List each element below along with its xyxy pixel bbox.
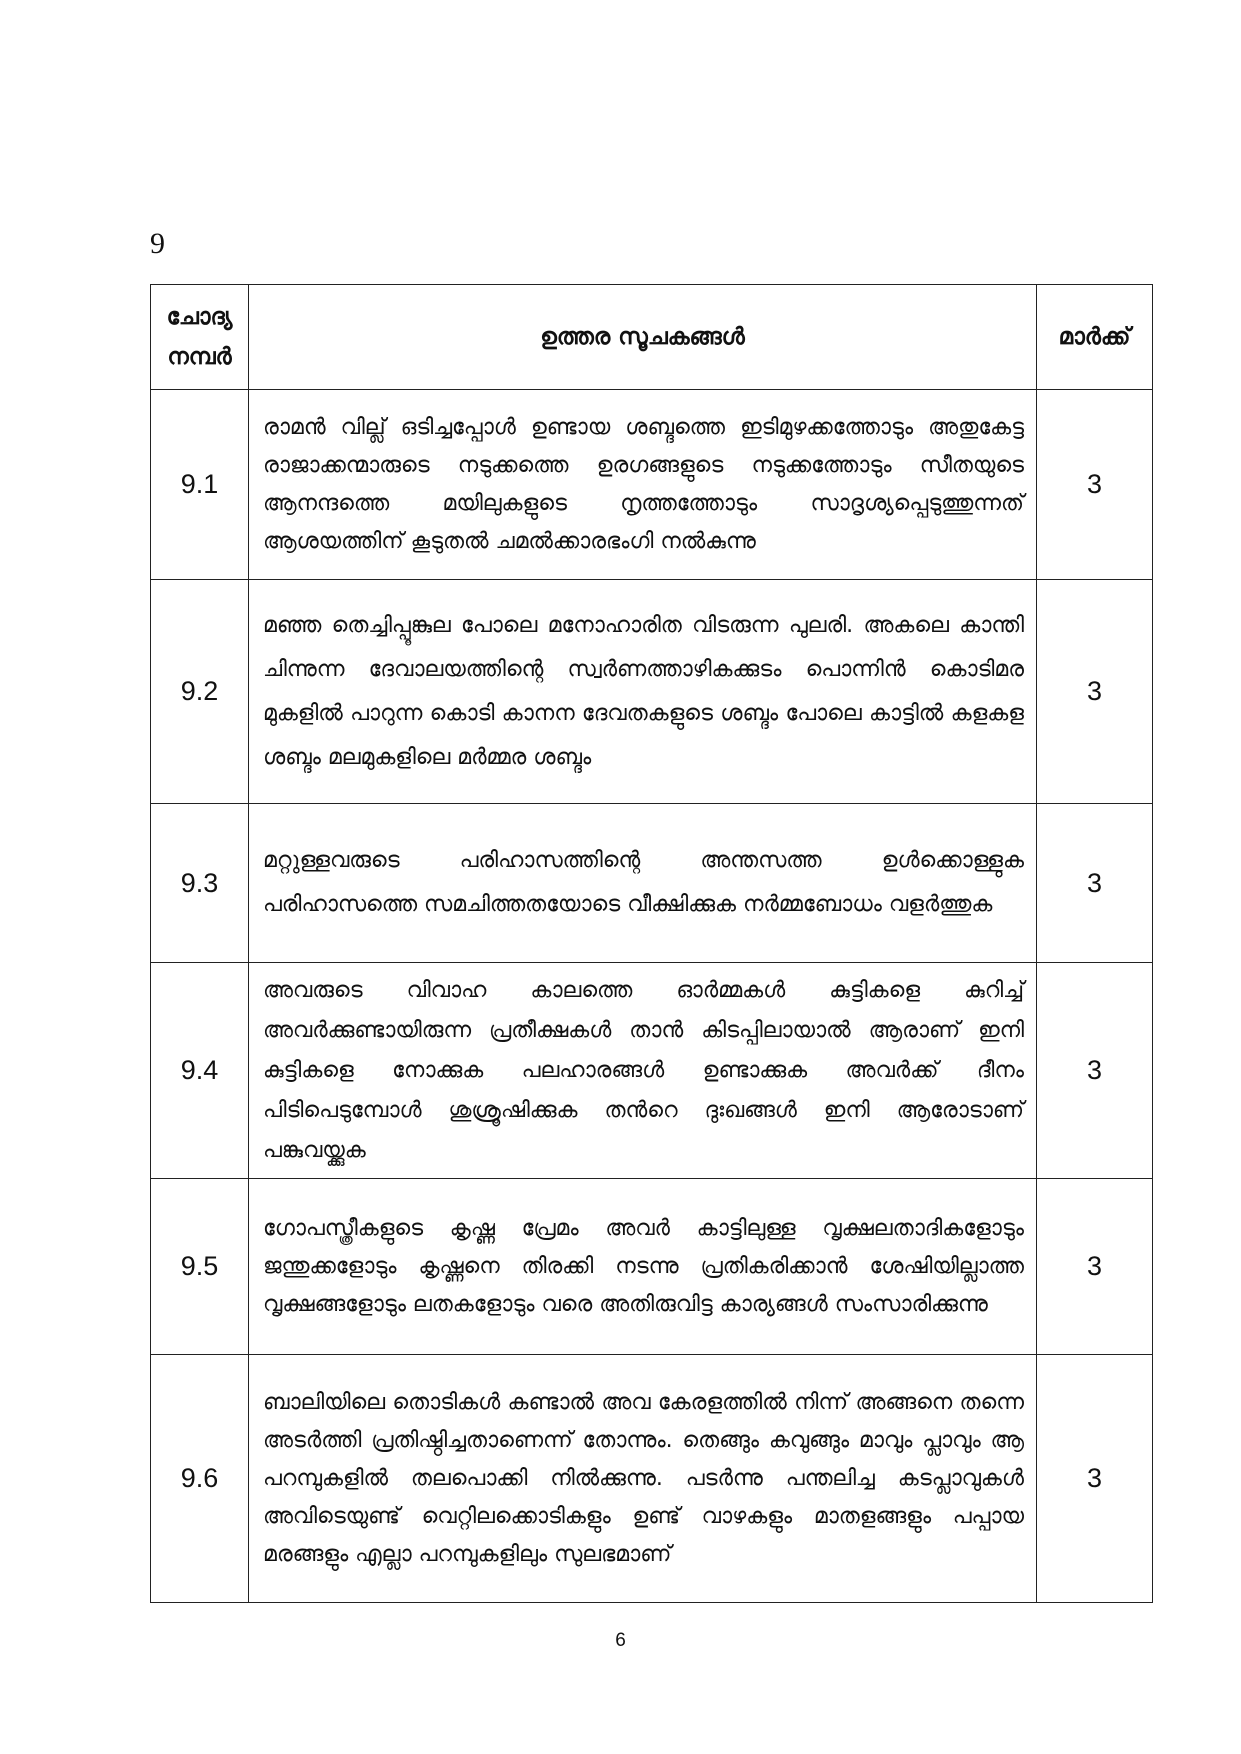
table-row [151, 390, 1153, 580]
header-question-number-line2: നമ്പർ [167, 344, 232, 370]
table-header-row [151, 285, 1153, 390]
answer-text: ബാലിയിലെ തൊടികൾ കണ്ടാൽ അവ കേരളത്തിൽ നിന്ന് അങ്ങനെ തന്നെ അടർത്തി പ്രതിഷ്ഠിച്ചതാണെന്ന് തോന്നും. തെങ്ങും കവുങ്ങും മാവും പ്ലാവും ആ പറമ്പുകളിൽ തലപൊക്കി നിൽക്കുന്നു. പടർന്നു പന്തലിച്ച കടപ്ലാവുകൾ അവിടെയുണ്ട് വെറ്റിലക്കൊടികളും ഉണ്ട് വാഴകളും മാതളങ്ങളും പപ്പായ മരങ്ങളും എല്ലാ പറമ്പുകളിലും സുലഭമാണ് [249, 1355, 1037, 1603]
table-row [151, 804, 1153, 963]
header-question-number-line1: ചോദ്യ [166, 304, 233, 330]
answer-text: മഞ്ഞ തെച്ചിപ്പൂങ്കുല പോലെ മനോഹാരിത വിടരുന്ന പുലരി. അകലെ കാന്തി ചിന്നുന്ന ദേവാലയത്തിന്റെ സ്വർണത്താഴികക്കുടം പൊന്നിൻ കൊടിമര മുകളിൽ പാറുന്ന കൊടി കാനന ദേവതകളുടെ ശബ്ദം പോലെ കാട്ടിൽ കളകള ശബ്ദം മലമുകളിലെ മർമ്മര ശബ്ദം [249, 580, 1037, 804]
table-row [151, 1179, 1153, 1355]
marks-value: 3 [1037, 1355, 1153, 1603]
answer-text: ഗോപസ്ത്രീകളുടെ കൃഷ്ണ പ്രേമം അവർ കാട്ടിലുള്ള വൃക്ഷലതാദികളോടും ജന്തുക്കളോടും കൃഷ്ണനെ തിരക്കി നടന്നു പ്രതികരിക്കാൻ ശേഷിയില്ലാത്ത വൃക്ഷങ്ങളോടും ലതകളോടും വരെ അതിരുവിട്ട കാര്യങ്ങൾ സംസാരിക്കുന്നു [249, 1179, 1037, 1355]
table-row [151, 580, 1153, 804]
section-number: 9 [150, 227, 165, 260]
marks-value: 3 [1037, 580, 1153, 804]
answer-key-table [150, 284, 1153, 1603]
question-number: 9.5 [151, 1179, 249, 1355]
header-question-number [151, 285, 249, 390]
question-number: 9.6 [151, 1355, 249, 1603]
page-number: 6 [615, 1630, 626, 1651]
question-number: 9.3 [151, 804, 249, 963]
marks-value: 3 [1037, 804, 1153, 963]
marks-value: 3 [1037, 963, 1153, 1179]
question-number: 9.4 [151, 963, 249, 1179]
marks-value: 3 [1037, 390, 1153, 580]
answer-text: മറ്റുള്ളവരുടെ പരിഹാസത്തിന്റെ അന്തസത്ത ഉൾക്കൊള്ളുക പരിഹാസത്തെ സമചിത്തതയോടെ വീക്ഷിക്കുക നർമ്മബോധം വളർത്തുക [249, 804, 1037, 963]
header-marks: മാർക്ക് [1037, 285, 1153, 390]
question-number: 9.1 [151, 390, 249, 580]
answer-text: രാമൻ വില്ല് ഒടിച്ചപ്പോൾ ഉണ്ടായ ശബ്ദത്തെ ഇടിമുഴക്കത്തോടും അതുകേട്ട രാജാക്കന്മാരുടെ നടുക്കത്തെ ഉരഗങ്ങളുടെ നടുക്കത്തോടും സീതയുടെ ആനന്ദത്തെ മയിലുകളുടെ നൃത്തത്തോടും സാദൃശ്യപ്പെടുത്തുന്നത് ആശയത്തിന് കൂടുതൽ ചമൽക്കാരഭംഗി നൽകുന്നു [249, 390, 1037, 580]
question-number: 9.2 [151, 580, 249, 804]
table-row [151, 1355, 1153, 1603]
answer-text: അവരുടെ വിവാഹ കാലത്തെ ഓർമ്മകൾ കുട്ടികളെ കുറിച്ച് അവർക്കുണ്ടായിരുന്ന പ്രതീക്ഷകൾ താൻ കിടപ്പിലായാൽ ആരാണ് ഇനി കുട്ടികളെ നോക്കുക പലഹാരങ്ങൾ ഉണ്ടാക്കുക അവർക്ക് ദീനം പിടിപെടുമ്പോൾ ശുശ്രൂഷിക്കുക തൻറെ ദുഃഖങ്ങൾ ഇനി ആരോടാണ് പങ്കുവയ്ക്കുക [249, 963, 1037, 1179]
table-row [151, 963, 1153, 1179]
marks-value: 3 [1037, 1179, 1153, 1355]
header-answer-hints: ഉത്തര സൂചകങ്ങൾ [249, 285, 1037, 390]
